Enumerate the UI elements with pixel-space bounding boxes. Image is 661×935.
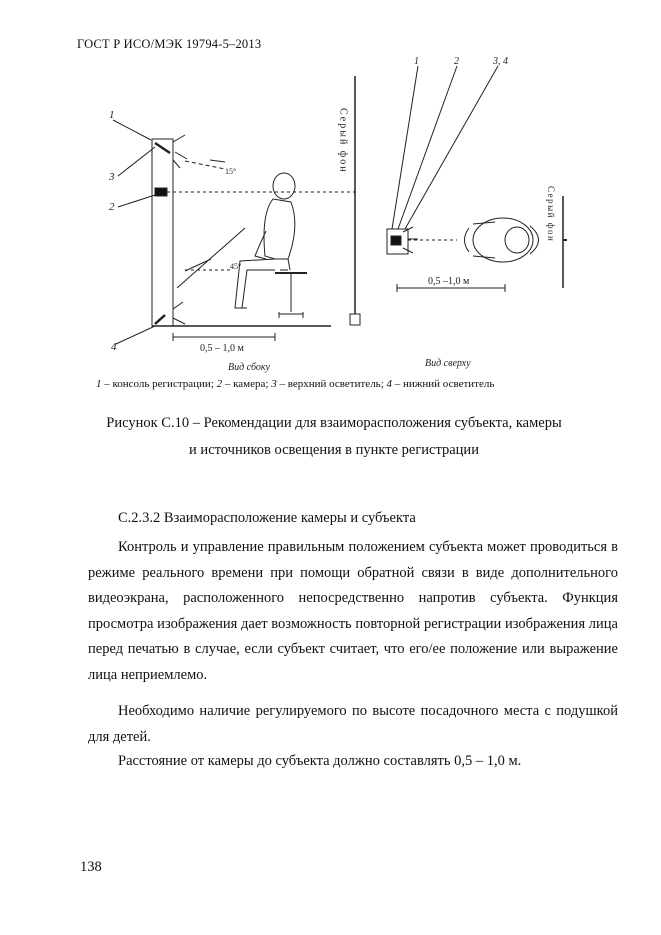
callout-1-side: 1 bbox=[109, 109, 115, 121]
paragraph-3-text: Расстояние от камеры до субъекта должно составлять 0,5 – 1,0 м. bbox=[118, 753, 522, 769]
figure-legend bbox=[96, 378, 494, 390]
legend-text-2: – камера; bbox=[222, 378, 272, 390]
top-distance-label: 0,5 –1,0 м bbox=[428, 276, 470, 287]
callout-34-top: 3, 4 bbox=[493, 56, 508, 67]
legend-text-4: – нижний осветитель bbox=[392, 378, 495, 390]
background-stand bbox=[350, 314, 360, 325]
paragraph-3 bbox=[88, 749, 618, 775]
page-number: 138 bbox=[80, 859, 102, 875]
person-top bbox=[465, 218, 539, 262]
legend-num-1: 1 bbox=[96, 378, 102, 390]
paragraph-1-text: Контроль и управление правильным положением субъекта может проводиться в режиме реального времени при помощи обратной связи в виде дополнительного видеоэкрана, расположенного непосредственно напротив субъекта. Функция просмотра изображения дает возможность повторной регистрации изображения лица перед печатью в случае, если субъект считает, что его/ее положение или выражение лица неприемлемо. bbox=[88, 539, 618, 683]
seated-person bbox=[235, 173, 307, 318]
figure-caption-line1: Рисунок С.10 – Рекомендации для взаиморасположения субъекта, камеры bbox=[106, 415, 562, 431]
section-heading: С.2.3.2 Взаиморасположение камеры и субъекта bbox=[118, 510, 416, 526]
callout-1-top: 1 bbox=[414, 56, 419, 67]
top-view bbox=[387, 66, 567, 292]
side-view bbox=[113, 76, 360, 344]
registration-console bbox=[152, 139, 173, 326]
upper-light bbox=[155, 143, 170, 153]
legend-text-1: – консоль регистрации; bbox=[101, 378, 217, 390]
document-header: ГОСТ Р ИСО/МЭК 19794-5–2013 bbox=[77, 37, 262, 51]
legend-num-3: 3 bbox=[271, 378, 277, 390]
lower-diagonal bbox=[177, 228, 245, 288]
paragraph-2 bbox=[88, 699, 618, 750]
callout-2-side: 2 bbox=[109, 201, 115, 213]
paragraph-2-text: Необходимо наличие регулируемого по высоте посадочного места с подушкой для детей. bbox=[88, 703, 618, 745]
side-view-label: Вид сбоку bbox=[228, 362, 270, 373]
figure-diagram bbox=[85, 56, 585, 378]
callout-3-side: 3 bbox=[109, 171, 115, 183]
side-distance-label: 0,5 – 1,0 м bbox=[200, 343, 244, 354]
top-view-label: Вид сверху bbox=[425, 358, 471, 369]
paragraph-1 bbox=[88, 535, 618, 688]
legend-num-4: 4 bbox=[386, 378, 393, 390]
legend-text-3: – верхний осветитель; bbox=[276, 378, 387, 390]
camera-top bbox=[391, 236, 401, 245]
upper-angle-line bbox=[185, 161, 225, 169]
figure-c10 bbox=[85, 56, 585, 378]
legend-num-2: 2 bbox=[216, 378, 223, 390]
angle-45-label: 45° bbox=[230, 262, 242, 271]
lower-light bbox=[155, 315, 165, 324]
gray-background-label-side: Серый фон bbox=[337, 108, 349, 174]
angle-15-label: 15° bbox=[225, 167, 237, 176]
camera bbox=[155, 188, 167, 196]
callout-4-side: 4 bbox=[111, 341, 117, 353]
callout-2-top: 2 bbox=[454, 56, 459, 67]
figure-caption-line2: и источников освещения в пункте регистрации bbox=[189, 442, 479, 458]
gray-background-label-top: Серый фон bbox=[546, 186, 556, 243]
